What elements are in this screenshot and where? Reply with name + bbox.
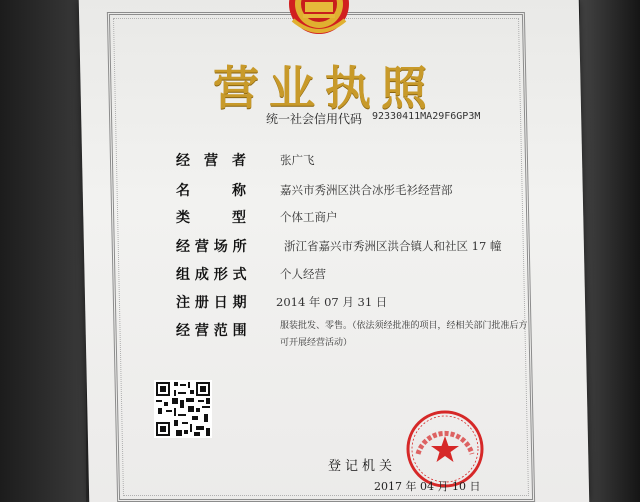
composition-value: 个人经营 (280, 267, 326, 281)
type-value: 个体工商户 (280, 210, 338, 224)
premises-value: 浙江省嘉兴市秀洲区洪合镇人和社区 17 幢 (284, 239, 502, 253)
registration-authority-label: 登记机关 (328, 459, 397, 474)
registration-date-value: 2014 年 07 月 31 日 (276, 295, 388, 309)
composition-label: 组 成 形 式 (176, 267, 247, 283)
business-scope-label: 经 营 范 围 (176, 323, 247, 339)
credit-code-value: 92330411MA29F6GP3M (372, 111, 481, 122)
registration-date-label: 注 册 日 期 (176, 295, 247, 311)
premises-label: 经 营 场 所 (176, 239, 247, 255)
background-right (580, 0, 640, 502)
operator-value: 张广飞 (280, 153, 315, 167)
qr-code (154, 380, 212, 438)
business-scope-value: 服装批发、零售。（依法须经批准的项目，经相关部门批准后方可开展经营活动） (280, 321, 528, 348)
national-emblem-icon (283, 0, 355, 36)
name-value: 嘉兴市秀洲区洪合冰彤毛衫经营部 (280, 183, 453, 197)
license-title: 营业执照 (213, 61, 437, 115)
credit-code-label: 统一社会信用代码 (266, 112, 363, 126)
type-label: 类 型 (176, 210, 246, 226)
registration-date: 2017 年 04 月 10 日 (374, 480, 481, 493)
name-label: 名 称 (176, 183, 246, 199)
operator-label: 经 营 者 (176, 153, 246, 169)
background-left (0, 0, 86, 502)
